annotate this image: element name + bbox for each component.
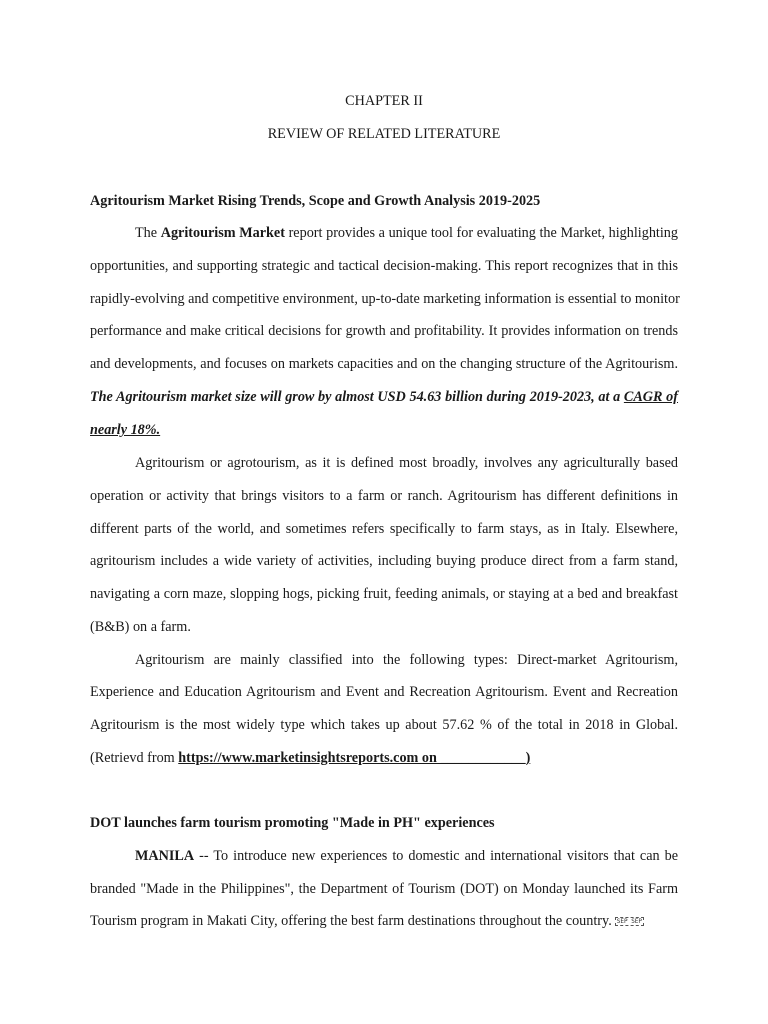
heading-agritourism-market: Agritourism Market Rising Trends, Scope and Growth Analysis 2019-2025: [90, 193, 541, 209]
paragraph-2-line-4: agritourism includes a wide variety of activities, including buying produce direct from a farm stand,: [90, 553, 678, 569]
paragraph-1-line-3: rapidly-evolving and competitive environment, up-to-date marketing information is essential to monitor: [90, 291, 680, 307]
paragraph-1-line-5: and developments, and focuses on markets capacities and on the changing structure of the Agritourism.: [90, 356, 678, 372]
paragraph-2-line-1: Agritourism or agrotourism, as it is defined most broadly, involves any agriculturally based: [135, 455, 678, 471]
paragraph-4-line-3: Tourism program in Makati City, offering the best farm destinations throughout the country. SEP SEP: [90, 913, 643, 929]
cagr-link[interactable]: CAGR of: [623, 389, 679, 405]
paragraph-3-line-3: Agritourism is the most widely type which takes up about 57.62 % of the total in 2018 in Global.: [90, 717, 678, 733]
sep-glyph-icon: SEP SEP: [616, 918, 643, 926]
source-link[interactable]: https://www.marketinsightsreports.com on ____________): [178, 750, 531, 766]
paragraph-3-line-2: Experience and Education Agritourism and Event and Recreation Agritourism. Event and Recreation: [90, 684, 678, 700]
paragraph-3-line-1: Agritourism are mainly classified into the following types: Direct-market Agritourism,: [135, 652, 678, 668]
section-title: REVIEW OF RELATED LITERATURE: [267, 126, 501, 142]
paragraph-2-line-6: (B&B) on a farm.: [90, 619, 191, 635]
cagr-link-continued[interactable]: nearly 18%.: [90, 422, 161, 438]
chapter-label: CHAPTER II: [345, 93, 423, 109]
paragraph-1-line-4: performance and make critical decisions for growth and profitability. It provides information on trends: [90, 323, 678, 339]
paragraph-1-line-1: The Agritourism Market report provides a unique tool for evaluating the Market, highlighting: [135, 225, 678, 241]
agritourism-market-term: Agritourism Market: [160, 225, 285, 241]
paragraph-1-line-2: opportunities, and supporting strategic and tactical decision-making. This report recognizes that in this: [90, 258, 678, 274]
paragraph-3-line-4: (Retrievd from https://www.marketinsightsreports.com on ____________): [90, 750, 531, 766]
paragraph-2-line-2: operation or activity that brings visitors to a farm or ranch. Agritourism has different definitions in: [90, 488, 678, 504]
paragraph-4-line-1: MANILA -- To introduce new experiences to domestic and international visitors that can be: [135, 848, 678, 864]
heading-dot-farm-tourism: DOT launches farm tourism promoting "Made in PH" experiences: [90, 815, 495, 831]
highlight-line-1: The Agritourism market size will grow by almost USD 54.63 billion during 2019-2023, at a CAGR of: [90, 389, 679, 405]
paragraph-2-line-3: different parts of the world, and sometimes refers specifically to farm stays, as in Italy. Elsewhere,: [90, 521, 678, 537]
paragraph-4-line-2: branded "Made in the Philippines", the Department of Tourism (DOT) on Monday launched its Farm: [90, 881, 678, 897]
paragraph-2-line-5: navigating a corn maze, slopping hogs, picking fruit, feeding animals, or staying at a bed and breakfast: [90, 586, 678, 602]
dateline-manila: MANILA: [135, 848, 195, 864]
highlight-line-2: [90, 421, 678, 439]
